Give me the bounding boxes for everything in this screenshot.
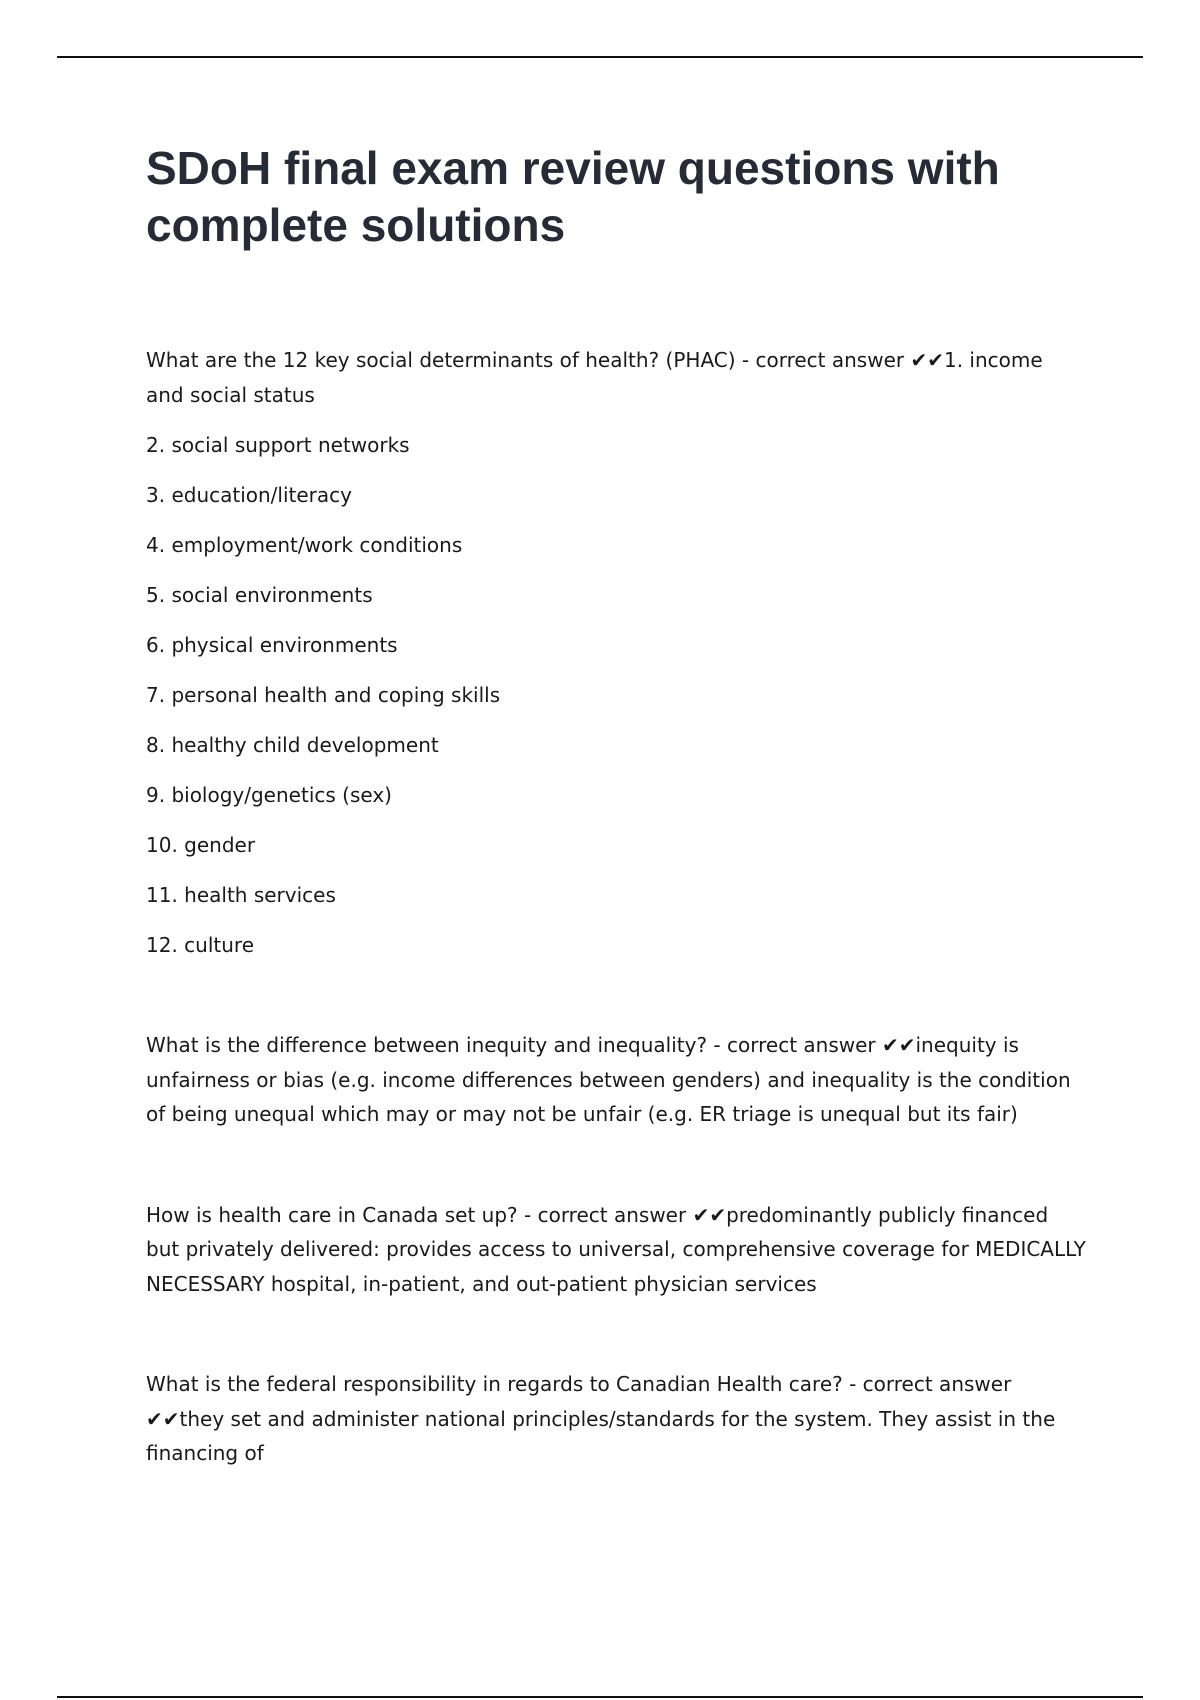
- list-item: 4. employment/work conditions: [146, 532, 463, 557]
- list-item: 7. personal health and coping skills: [146, 682, 501, 707]
- qa-item: What is the difference between inequity and inequality? - correct answer ✔✔inequity is unfairness or bias (e.g. income differences between genders) and inequality is the condition of being unequal which may or may not be unfair (e.g. ER triage is unequal but its fair): [146, 1033, 1071, 1126]
- document-content: [146, 140, 1086, 1471]
- list-item: 6. physical environments: [146, 632, 398, 657]
- list-item: 5. social environments: [146, 582, 373, 607]
- qa-item: How is health care in Canada set up? - correct answer ✔✔predominantly publicly financed but privately delivered: provides access to universal, comprehensive coverage for MEDICALLY NECESSARY hospital, in-patient, and out-patient physician services: [146, 1202, 1086, 1296]
- list-item: 10. gender: [146, 832, 256, 857]
- qa-item: What is the federal responsibility in regards to Canadian Health care? - correct answer ✔✔they set and administer national principles/standards for the system. They assist in the financing of: [146, 1372, 1056, 1465]
- bottom-rule: [57, 1696, 1143, 1698]
- document-title: SDoH final exam review questions with complete solutions: [146, 142, 1000, 251]
- list-item: 3. education/literacy: [146, 482, 352, 507]
- qa-item: What are the 12 key social determinants of health? (PHAC) - correct answer ✔✔1. income and social status: [146, 348, 1043, 407]
- top-rule: [57, 56, 1143, 58]
- list-item: 8. healthy child development: [146, 732, 439, 757]
- list-item: 11. health services: [146, 882, 336, 907]
- list-item: 12. culture: [146, 932, 254, 957]
- list-item: 9. biology/genetics (sex): [146, 782, 392, 807]
- list-item: 2. social support networks: [146, 432, 410, 457]
